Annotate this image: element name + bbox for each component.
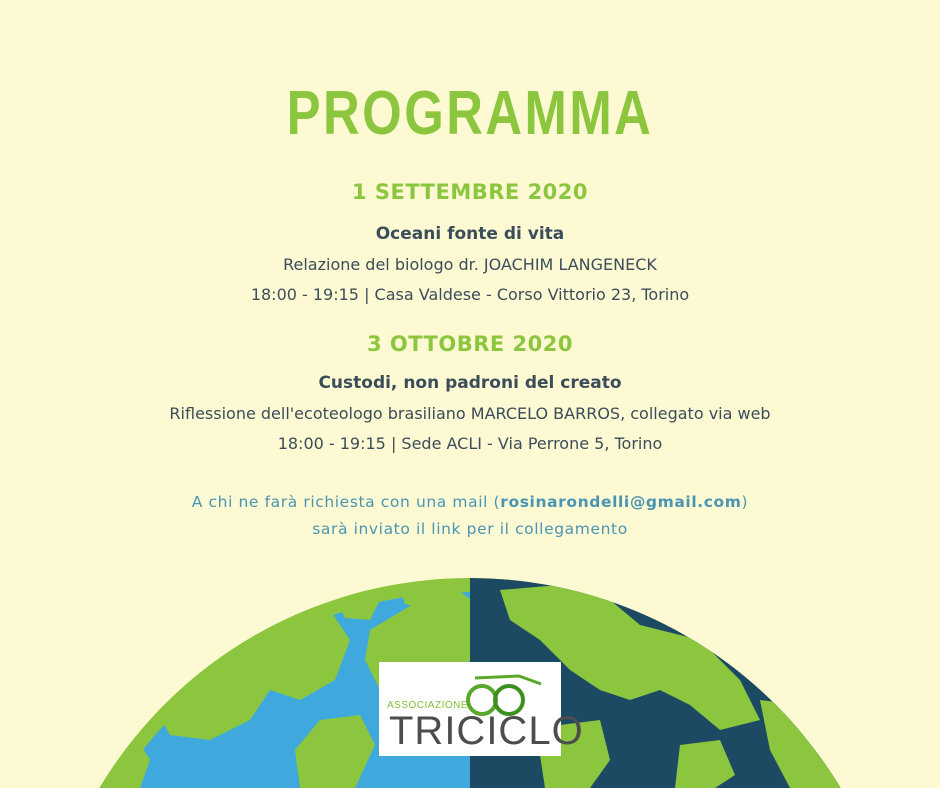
event-title: Custodi, non padroni del creato xyxy=(318,373,622,393)
note-suffix: ) xyxy=(741,493,749,511)
page-title: PROGRAMMA xyxy=(286,79,654,148)
event-schedule: 18:00 - 19:15 | Casa Valdese - Corso Vittorio 23, Torino xyxy=(250,285,690,304)
event-schedule: 18:00 - 19:15 | Sede ACLI - Via Perrone 5, Torino xyxy=(277,434,663,453)
event-date: 1 SETTEMBRE 2020 xyxy=(351,180,589,204)
event-title: Oceani fonte di vita xyxy=(375,224,565,244)
event-description: Relazione del biologo dr. JOACHIM LANGENECK xyxy=(283,255,657,274)
logo-small-text: ASSOCIAZIONE xyxy=(387,700,469,711)
note-text: sarà inviato il link per il collegamento xyxy=(312,520,628,538)
email-link[interactable]: rosinarondelli@gmail.com xyxy=(500,493,742,511)
event-date: 3 OTTOBRE 2020 xyxy=(366,332,574,356)
logo-big-text: TRICICLO xyxy=(389,709,584,753)
event-description: Riflessione dell'ecoteologo brasiliano MARCELO BARROS, collegato via web xyxy=(169,404,771,423)
note-prefix: A chi ne farà richiesta con una mail ( xyxy=(191,493,501,511)
triciclo-logo xyxy=(379,662,584,756)
